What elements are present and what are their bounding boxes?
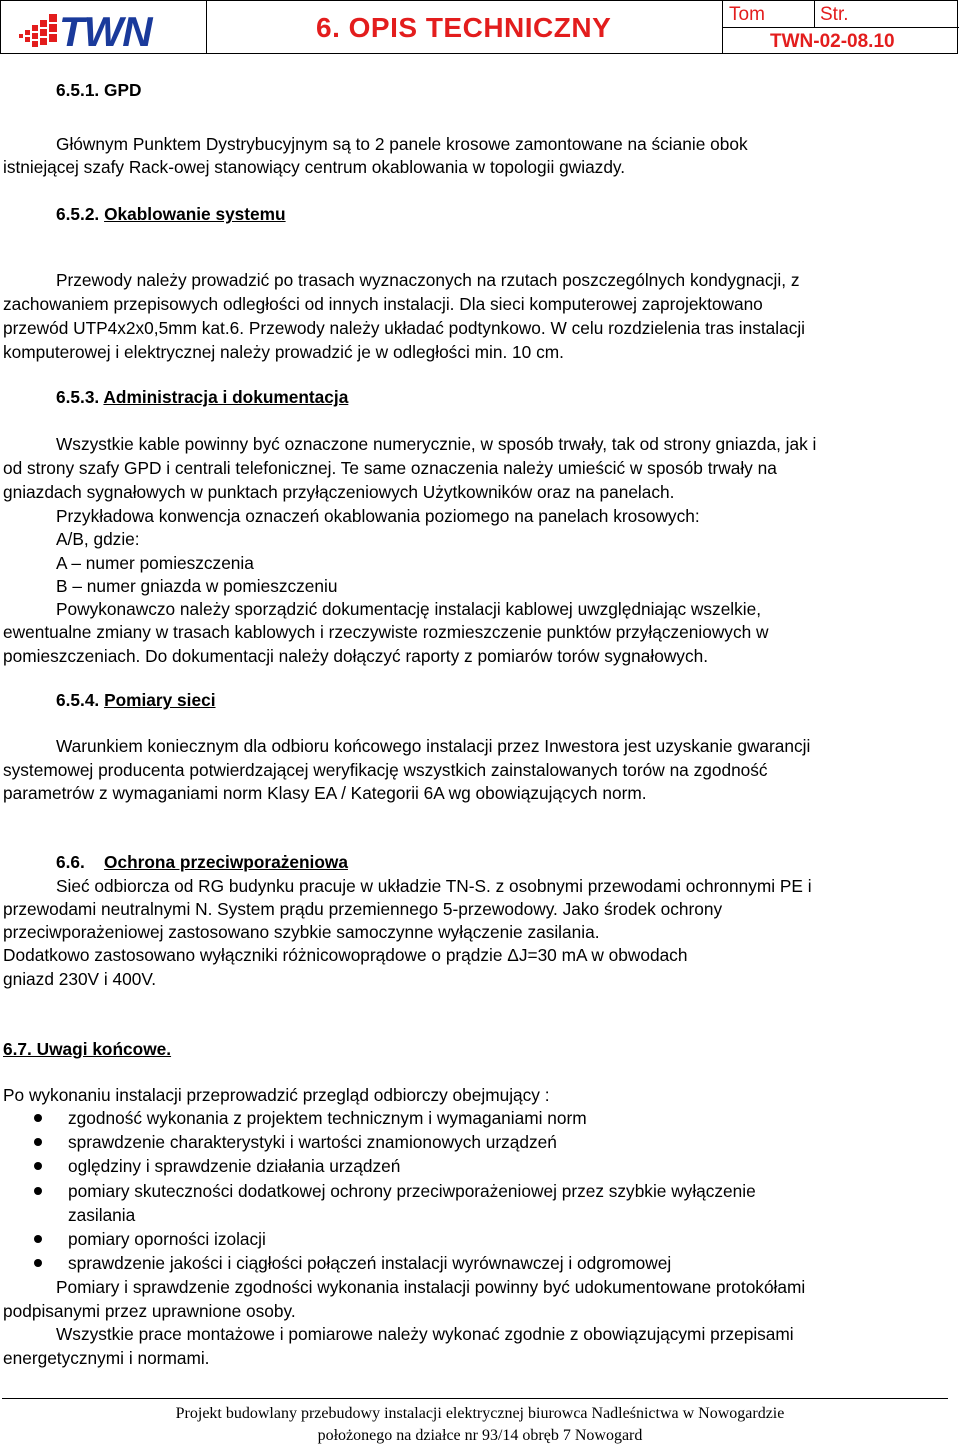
bullet-icon	[34, 1187, 42, 1195]
list-item: sprawdzenie jakości i ciągłości połączeń instalacji wyrównawczej i odgromowej	[68, 1253, 672, 1273]
text-652-3: przewód UTP4x2x0,5mm kat.6. Przewody należy układać podtynkowo. W celu rozdzielenia tras instalacji	[3, 318, 806, 338]
document-title: 6. OPIS TECHNICZNY	[316, 12, 612, 43]
bullet-icon	[34, 1114, 42, 1122]
list-item: pomiary skuteczności dodatkowej ochrony przeciwporażeniowej przez szybkie wyłączenie	[68, 1181, 756, 1201]
text-653-9: ewentualne zmiany w trasach kablowych i rzeczywiste rozmieszczenie punktów przyłączeniowych w	[3, 622, 769, 642]
heading-653-num: 6.5.3.	[56, 387, 100, 407]
bullet-icon	[34, 1162, 42, 1170]
str-cell	[814, 1, 959, 28]
text-653-1: Wszystkie kable powinny być oznaczone numerycznie, w sposób trwały, tak od strony gniazda, jak i	[56, 434, 817, 454]
text-653-6: A – numer pomieszczenia	[56, 553, 254, 573]
tom-label: Tom	[729, 4, 765, 25]
heading-66-num: 6.6.	[56, 852, 85, 872]
text-652-2: zachowaniem przepisowych odległości od innych instalacji. Dla sieci komputerowej zaprojektowano	[3, 294, 763, 314]
list-item: pomiary oporności izolacji	[68, 1229, 266, 1249]
text-654-2: systemowej producenta potwierdzającej weryfikację wszystkich zainstalowanych torów na zgodność	[3, 760, 768, 780]
text-653-8: Powykonawczo należy sporządzić dokumentację instalacji kablowej uwzględniając wszelkie,	[56, 599, 762, 619]
text-651-1: Głównym Punktem Dystrybucyjnym są to 2 panele krosowe zamontowane na ścianie obok	[56, 134, 748, 154]
text-66-3: przeciwporażeniowej zastosowano szybkie samoczynne wyłączenie zasilania.	[3, 922, 600, 942]
code-cell	[722, 28, 959, 53]
text-652-4: komputerowej i elektrycznej należy prowadzić je w odległości min. 10 cm.	[3, 342, 564, 362]
text-653-5: A/B, gdzie:	[56, 529, 140, 549]
text-67-1: Pomiary i sprawdzenie zgodności wykonania instalacji powinny być udokumentowane protokółami	[56, 1277, 806, 1297]
str-label: Str.	[820, 4, 849, 25]
text-67-2: podpisanymi przez uprawnione osoby.	[3, 1301, 296, 1321]
logo-text: TWN	[59, 8, 152, 52]
tom-cell	[722, 1, 815, 28]
text-66-4: Dodatkowo zastosowano wyłączniki różnicowoprądowe o prądzie ΔJ=30 mA w obwodach	[3, 945, 688, 965]
heading-654	[56, 689, 216, 713]
list-item: zgodność wykonania z projektem technicznym i wymaganiami norm	[68, 1108, 587, 1128]
title-cell	[206, 1, 723, 53]
heading-652	[56, 203, 286, 227]
heading-654-num: 6.5.4.	[56, 690, 100, 710]
text-653-3: gniazdach sygnałowych w punktach przyłączeniowych Użytkowników oraz na panelach.	[3, 482, 675, 502]
heading-66-title: Ochrona przeciwporażeniowa	[104, 852, 348, 872]
text-653-2: od strony szafy GPD i centrali telefonicznej. Te same oznaczenia należy umieścić w sposób trwały na	[3, 458, 777, 478]
list-item-continuation: zasilania	[68, 1205, 136, 1225]
heading-654-title: Pomiary sieci	[104, 690, 216, 710]
text-653-10: pomieszczeniach. Do dokumentacji należy dołączyć raporty z pomiarów torów sygnałowych.	[3, 646, 709, 666]
text-654-3: parametrów z wymaganiami norm Klasy EA / Kategorii 6A wg obowiązujących norm.	[3, 783, 647, 803]
list-item: oględziny i sprawdzenie działania urządzeń	[68, 1156, 401, 1176]
text-66-1: Sieć odbiorcza od RG budynku pracuje w układzie TN-S. z osobnymi przewodami ochronnymi PE i	[56, 876, 812, 896]
text-66-5: gniazd 230V i 400V.	[3, 969, 157, 989]
heading-652-num: 6.5.2.	[56, 204, 100, 224]
document-code: TWN-02-08.10	[770, 31, 895, 52]
heading-653	[56, 386, 348, 410]
list-item: sprawdzenie charakterystyki i wartości znamionowych urządzeń	[68, 1132, 557, 1152]
text-652-1: Przewody należy prowadzić po trasach wyznaczonych na rzutach poszczególnych kondygnacji, z	[56, 270, 800, 290]
footer-line-2: położonego na działce nr 93/14 obręb 7 Nowogard	[317, 1427, 643, 1444]
footer-divider	[2, 1398, 948, 1399]
text-67-4: energetycznymi i normami.	[3, 1348, 210, 1368]
twn-logo	[5, 2, 205, 52]
heading-67: 6.7. Uwagi końcowe.	[3, 1039, 172, 1059]
text-66-2: przewodami neutralnymi N. System prądu przemiennego 5-przewodowy. Jako środek ochrony	[3, 899, 723, 919]
bullet-icon	[34, 1138, 42, 1146]
heading-653-title: Administracja i dokumentacja	[103, 387, 349, 407]
bullet-icon	[34, 1259, 42, 1267]
page-header	[0, 0, 958, 54]
text-653-7: B – numer gniazda w pomieszczeniu	[56, 576, 338, 596]
bullet-icon	[34, 1235, 42, 1243]
heading-652-title: Okablowanie systemu	[104, 204, 286, 224]
text-651-2: istniejącej szafy Rack-owej stanowiący centrum okablowania w topologii gwiazdy.	[3, 157, 626, 177]
text-654-1: Warunkiem koniecznym dla odbioru końcowego instalacji przez Inwestora jest uzyskanie gwarancji	[56, 736, 811, 756]
text-67-intro: Po wykonaniu instalacji przeprowadzić przegląd odbiorczy obejmujący :	[3, 1085, 550, 1105]
heading-651: 6.5.1. GPD	[56, 80, 142, 100]
logo-cell	[1, 1, 207, 53]
text-653-4: Przykładowa konwencja oznaczeń okablowania poziomego na panelach krosowych:	[56, 506, 700, 526]
footer-line-1: Projekt budowlany przebudowy instalacji elektrycznej biurowca Nadleśnictwa w Nowogardzie	[175, 1405, 785, 1422]
text-67-3: Wszystkie prace montażowe i pomiarowe należy wykonać zgodnie z obowiązującymi przepisami	[56, 1324, 794, 1344]
heading-66	[56, 851, 348, 875]
